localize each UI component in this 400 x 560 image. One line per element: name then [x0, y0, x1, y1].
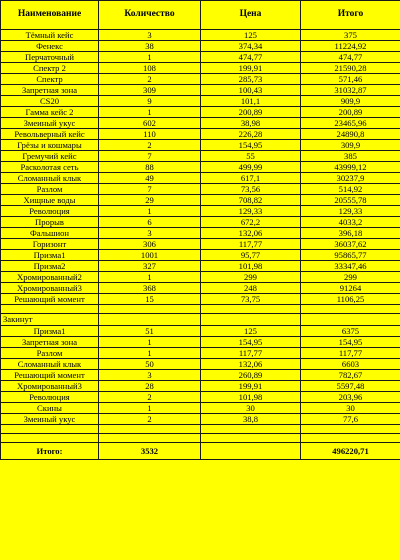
empty-cell — [99, 425, 201, 434]
total-qty: 3532 — [99, 443, 201, 460]
empty-cell — [201, 305, 301, 314]
cell-price: 499,99 — [201, 162, 301, 173]
cell-total: 6375 — [301, 326, 400, 337]
cell-price: 374,34 — [201, 41, 301, 52]
cell-qty: 1 — [99, 107, 201, 118]
table-row — [1, 228, 400, 239]
cell-name: Перчаточный — [1, 52, 99, 63]
cell-qty: 88 — [99, 162, 201, 173]
cell-price: 73,75 — [201, 294, 301, 305]
cell-total: 154,95 — [301, 337, 400, 348]
table-row — [1, 392, 400, 403]
main-rows — [1, 30, 400, 305]
cell-name: Скины — [1, 403, 99, 414]
section-label: Закинут — [1, 314, 99, 326]
cell-qty: 2 — [99, 414, 201, 425]
cell-name: Призма1 — [1, 326, 99, 337]
cell-qty: 3 — [99, 370, 201, 381]
empty-cell — [99, 314, 201, 326]
cell-price: 285,73 — [201, 74, 301, 85]
cell-total: 91264 — [301, 283, 400, 294]
cell-qty: 6 — [99, 217, 201, 228]
cell-name: Сломанный клык — [1, 359, 99, 370]
cell-price: 117,77 — [201, 348, 301, 359]
table-row — [1, 261, 400, 272]
cell-price: 101,98 — [201, 392, 301, 403]
cell-qty: 602 — [99, 118, 201, 129]
cell-qty: 50 — [99, 359, 201, 370]
cell-name: Призма2 — [1, 261, 99, 272]
cell-total: 396,18 — [301, 228, 400, 239]
cell-total: 11224,92 — [301, 41, 400, 52]
blank-row — [1, 425, 400, 434]
empty-cell — [1, 305, 99, 314]
cell-name: Запретная зона — [1, 85, 99, 96]
cell-total: 33347,46 — [301, 261, 400, 272]
cell-price: 200,89 — [201, 107, 301, 118]
cell-total: 203,96 — [301, 392, 400, 403]
cell-qty: 1001 — [99, 250, 201, 261]
cell-qty: 1 — [99, 337, 201, 348]
cell-total: 117,77 — [301, 348, 400, 359]
section-rows — [1, 305, 400, 443]
cell-name: Хищные воды — [1, 195, 99, 206]
cell-qty: 108 — [99, 63, 201, 74]
section-row — [1, 314, 400, 326]
cell-qty: 2 — [99, 392, 201, 403]
cell-qty: 49 — [99, 173, 201, 184]
cell-name: Революция — [1, 206, 99, 217]
table-row — [1, 359, 400, 370]
cell-qty: 3 — [99, 228, 201, 239]
cell-qty: 7 — [99, 151, 201, 162]
cell-total: 309,9 — [301, 140, 400, 151]
blank-row — [1, 434, 400, 443]
cell-name: Запретная зона — [1, 337, 99, 348]
table-row — [1, 52, 400, 63]
cell-total: 77,6 — [301, 414, 400, 425]
header-name: Наименование — [1, 1, 99, 30]
cell-price: 100,43 — [201, 85, 301, 96]
cell-qty: 306 — [99, 239, 201, 250]
table-row — [1, 217, 400, 228]
cell-total: 31032,87 — [301, 85, 400, 96]
cell-price: 708,82 — [201, 195, 301, 206]
cell-price: 226,28 — [201, 129, 301, 140]
cell-price: 95,77 — [201, 250, 301, 261]
cell-total: 782,67 — [301, 370, 400, 381]
cell-name: Фальшион — [1, 228, 99, 239]
cell-qty: 51 — [99, 326, 201, 337]
empty-cell — [301, 314, 400, 326]
empty-cell — [1, 425, 99, 434]
cell-name: Призма1 — [1, 250, 99, 261]
cell-qty: 28 — [99, 381, 201, 392]
cell-total: 909,9 — [301, 96, 400, 107]
table-row — [1, 381, 400, 392]
cell-name: Змеиный укус — [1, 118, 99, 129]
table-row — [1, 30, 400, 41]
table-row — [1, 63, 400, 74]
cell-name: Разлом — [1, 348, 99, 359]
header-total: Итого — [301, 1, 400, 30]
table-row — [1, 370, 400, 381]
cell-total: 5597,48 — [301, 381, 400, 392]
cell-qty: 15 — [99, 294, 201, 305]
total-label: Итого: — [1, 443, 99, 460]
empty-cell — [201, 434, 301, 443]
cell-name: Хромированный2 — [1, 272, 99, 283]
table-row — [1, 162, 400, 173]
cell-price: 125 — [201, 30, 301, 41]
cell-price: 299 — [201, 272, 301, 283]
cell-name: Хромированный3 — [1, 283, 99, 294]
empty-cell — [301, 434, 400, 443]
cell-total: 375 — [301, 30, 400, 41]
table-row — [1, 326, 400, 337]
cell-price: 38,8 — [201, 414, 301, 425]
cell-name: Тёмный кейс — [1, 30, 99, 41]
cell-name: Сломанный клык — [1, 173, 99, 184]
cell-price: 55 — [201, 151, 301, 162]
table-row — [1, 403, 400, 414]
empty-cell — [201, 425, 301, 434]
table-row — [1, 129, 400, 140]
table-row — [1, 414, 400, 425]
cell-total: 21590,28 — [301, 63, 400, 74]
cell-name: Гремучий кейс — [1, 151, 99, 162]
cell-name: Гамма кейс 2 — [1, 107, 99, 118]
cell-total: 30 — [301, 403, 400, 414]
cell-qty: 2 — [99, 140, 201, 151]
cell-total: 1106,25 — [301, 294, 400, 305]
cell-name: Спектр — [1, 74, 99, 85]
cell-price: 199,91 — [201, 381, 301, 392]
cell-total: 30237,9 — [301, 173, 400, 184]
cell-qty: 1 — [99, 403, 201, 414]
empty-cell — [1, 434, 99, 443]
table-row — [1, 140, 400, 151]
cell-total: 43999,12 — [301, 162, 400, 173]
cell-price: 248 — [201, 283, 301, 294]
table-row — [1, 272, 400, 283]
cell-qty: 110 — [99, 129, 201, 140]
empty-cell — [301, 305, 400, 314]
cell-total: 20555,78 — [301, 195, 400, 206]
cell-total: 6603 — [301, 359, 400, 370]
total-price-empty — [201, 443, 301, 460]
cell-name: Револьверный кейс — [1, 129, 99, 140]
total-row — [1, 443, 400, 460]
cell-qty: 9 — [99, 96, 201, 107]
cell-total: 514,92 — [301, 184, 400, 195]
table-row — [1, 206, 400, 217]
cell-total: 36037,62 — [301, 239, 400, 250]
cell-total: 23465,96 — [301, 118, 400, 129]
cell-qty: 2 — [99, 74, 201, 85]
header-qty: Количество — [99, 1, 201, 30]
table-row — [1, 173, 400, 184]
table-row — [1, 283, 400, 294]
table-row — [1, 85, 400, 96]
cell-name: Расколотая сеть — [1, 162, 99, 173]
cell-qty: 1 — [99, 206, 201, 217]
empty-cell — [99, 434, 201, 443]
table-row — [1, 107, 400, 118]
cell-price: 474,77 — [201, 52, 301, 63]
cell-total: 385 — [301, 151, 400, 162]
header-row — [1, 1, 400, 30]
cell-name: Разлом — [1, 184, 99, 195]
cell-price: 672,2 — [201, 217, 301, 228]
cell-total: 200,89 — [301, 107, 400, 118]
cell-qty: 1 — [99, 272, 201, 283]
cell-price: 154,95 — [201, 140, 301, 151]
table-row — [1, 74, 400, 85]
cell-qty: 38 — [99, 41, 201, 52]
cell-total: 474,77 — [301, 52, 400, 63]
blank-row — [1, 305, 400, 314]
table-row — [1, 151, 400, 162]
cell-qty: 368 — [99, 283, 201, 294]
cell-price: 129,33 — [201, 206, 301, 217]
cell-price: 117,77 — [201, 239, 301, 250]
cell-price: 132,06 — [201, 228, 301, 239]
cell-price: 125 — [201, 326, 301, 337]
cell-price: 199,91 — [201, 63, 301, 74]
cell-qty: 309 — [99, 85, 201, 96]
cell-price: 73,56 — [201, 184, 301, 195]
cell-price: 132,06 — [201, 359, 301, 370]
cell-name: Спектр 2 — [1, 63, 99, 74]
cell-name: Решающий момент — [1, 294, 99, 305]
cell-qty: 29 — [99, 195, 201, 206]
table-row — [1, 195, 400, 206]
cell-name: Прорыв — [1, 217, 99, 228]
cell-qty: 1 — [99, 52, 201, 63]
table-row — [1, 250, 400, 261]
cell-price: 101,1 — [201, 96, 301, 107]
cell-total: 95865,77 — [301, 250, 400, 261]
header-price: Цена — [201, 1, 301, 30]
cell-qty: 327 — [99, 261, 201, 272]
cell-total: 129,33 — [301, 206, 400, 217]
empty-cell — [201, 314, 301, 326]
cell-name: Горизонт — [1, 239, 99, 250]
cell-price: 260,89 — [201, 370, 301, 381]
table-row — [1, 294, 400, 305]
cell-total: 571,46 — [301, 74, 400, 85]
cell-qty: 7 — [99, 184, 201, 195]
total-sum: 496220,71 — [301, 443, 400, 460]
cell-name: Хромированный3 — [1, 381, 99, 392]
table-row — [1, 96, 400, 107]
cell-price: 38,98 — [201, 118, 301, 129]
cell-name: Революция — [1, 392, 99, 403]
table-row — [1, 184, 400, 195]
cell-qty: 1 — [99, 348, 201, 359]
cell-name: Фенекс — [1, 41, 99, 52]
cell-total: 299 — [301, 272, 400, 283]
cell-qty: 3 — [99, 30, 201, 41]
empty-cell — [301, 425, 400, 434]
empty-cell — [99, 305, 201, 314]
table-row — [1, 348, 400, 359]
cell-total: 24890,8 — [301, 129, 400, 140]
cell-price: 30 — [201, 403, 301, 414]
cell-price: 617,1 — [201, 173, 301, 184]
table-row — [1, 118, 400, 129]
cell-price: 154,95 — [201, 337, 301, 348]
table-row — [1, 337, 400, 348]
cell-price: 101,98 — [201, 261, 301, 272]
cell-name: Змеиный укус — [1, 414, 99, 425]
table-row — [1, 239, 400, 250]
cell-name: Грёзы и кошмары — [1, 140, 99, 151]
cell-name: Решающий момент — [1, 370, 99, 381]
cell-total: 4033,2 — [301, 217, 400, 228]
table-row — [1, 41, 400, 52]
cell-name: CS20 — [1, 96, 99, 107]
